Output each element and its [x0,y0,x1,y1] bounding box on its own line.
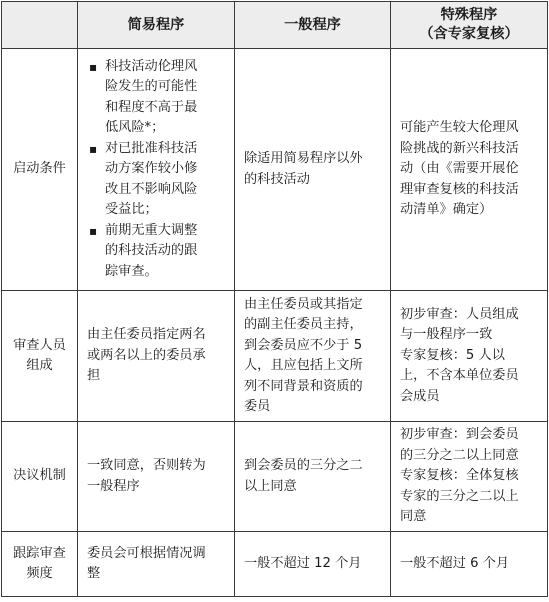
header-simple-procedure [78,2,235,49]
row-label-line: 决议机制 [13,468,66,484]
list-item [105,221,230,283]
cell-text-line: 一般不超过 6 个月 [400,555,510,571]
ethics-review-procedure-table [1,1,548,597]
row-label-line: 跟踪审查 [13,545,66,561]
cell-text-line: 一致同意，否则转为 [87,458,206,473]
row-label-line: 审查人员 [13,337,66,353]
cell-text-line: 以上同意 [244,478,297,494]
header-special-procedure [391,2,548,49]
cell-text-line: 的科技活动 [244,171,310,187]
cell-text-line: 除适用简易程序以外 [244,151,363,166]
simple-conditions-list [87,57,230,283]
cell-tracking-special [391,532,548,597]
cell-text-line: 踪审查。 [105,263,158,279]
cell-text-line: 担 [87,368,101,384]
row-label-line: 组成 [26,358,53,373]
header-general-procedure [235,2,391,49]
cell-text-line: 与一般程序一致 [400,327,493,343]
table-row-resolution-mechanism [2,422,548,532]
table-row-reviewer-composition [2,291,548,422]
cell-start-general [235,49,391,291]
cell-text-line: 委员 [244,399,271,414]
header-row [2,2,548,49]
cell-reviewer-special [391,291,548,422]
cell-text-line: 和程度不高于最 [105,99,198,115]
cell-text-line: 动方案作较小修 [105,161,198,177]
cell-text-line: 险挑战的新兴科技活 [400,140,519,156]
cell-text-line: 上，不含本单位委员 [400,368,519,384]
cell-resolution-special [391,422,548,532]
cell-reviewer-simple [78,291,235,422]
cell-text-line: 险发生的可能性 [105,79,198,95]
cell-text-line: 的三分之二以上同意 [400,447,519,463]
header-general-label: 一般程序 [284,16,341,33]
cell-text-line: 整 [87,566,101,581]
cell-text-line: 动清单》确定） [400,202,493,218]
cell-tracking-simple [78,532,235,597]
cell-text-line: 到会委员应不少于 5 [244,337,363,353]
cell-text-line: 由主任委员或其指定 [244,296,363,312]
cell-text-line: 低风险*； [105,120,165,136]
cell-text-line: 或两名以上的委员承 [87,347,206,363]
header-special-label: 特殊程序 [440,7,498,23]
row-label-reviewer-composition [2,291,78,422]
header-corner-cell [2,2,78,49]
header-simple-label: 简易程序 [127,16,185,33]
row-label-line: 启动条件 [13,161,66,177]
cell-text-line: 一般不超过 12 个月 [244,555,362,571]
cell-text-line: 列不同背景和资质的 [244,378,363,394]
cell-start-special [391,49,548,291]
cell-resolution-general [235,422,391,532]
cell-text-line: 初步审查：到会委员 [400,427,519,443]
cell-text-line: 理审查复核的科技活 [400,181,519,197]
cell-text-line: ▪ 对已批准科技活 [105,140,198,156]
cell-text-line: 初步审查：人员组成 [400,306,519,322]
table-row-start-conditions [2,49,548,291]
cell-text-line: ▪ 科技活动伦理风 [105,58,198,74]
cell-text-line: 专家复核：5 人以 [400,347,505,363]
cell-text-line: 人，且应包括上文所 [244,358,363,373]
cell-reviewer-general [235,291,391,422]
cell-text-line: ▪ 前期无重大调整 [105,222,198,238]
table-row-tracking-frequency [2,532,548,597]
row-label-resolution-mechanism [2,422,78,532]
row-label-tracking-frequency [2,532,78,597]
cell-text-line: 由主任委员指定两名 [87,327,206,343]
cell-text-line: 同意 [400,509,427,525]
cell-text-line: 会成员 [400,388,440,404]
cell-text-line: 受益比； [105,202,158,218]
cell-start-simple [78,49,235,291]
cell-text-line: 可能产生较大伦理风 [400,120,519,136]
row-label-start-conditions [2,49,78,291]
cell-text-line: 到会委员的三分之二 [244,458,363,473]
cell-text-line: 改且不影响风险 [105,181,198,197]
list-item [105,139,230,221]
cell-resolution-simple [78,422,235,532]
list-item [105,57,230,139]
cell-text-line: 一般程序 [87,478,140,494]
cell-text-line: 的副主任委员主持， [244,317,363,332]
cell-tracking-general [235,532,391,597]
row-label-line: 频度 [26,566,53,581]
cell-text-line: 动（由《需要开展伦 [400,161,519,177]
cell-text-line: 专家复核：全体复核 [400,468,519,484]
cell-text-line: 委员会可根据情况调 [87,545,206,561]
cell-text-line: 专家的三分之二以上 [400,488,519,504]
cell-text-line: 的科技活动的跟 [105,243,198,259]
header-special-sublabel: （含专家复核） [419,26,519,42]
